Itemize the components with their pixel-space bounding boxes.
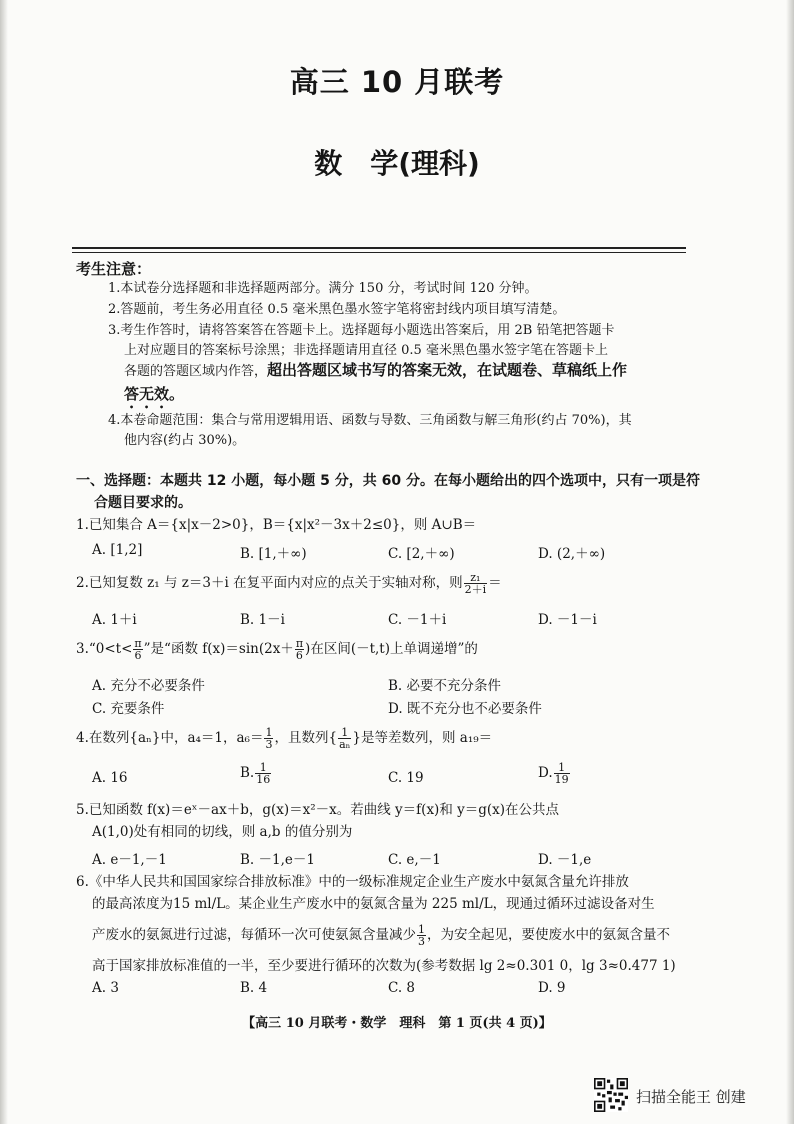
q4-text-mid: ，且数列{ — [274, 730, 338, 746]
q4-b-num: 1 — [255, 762, 271, 774]
notice-heading: 考生注意： — [76, 260, 152, 278]
q3-frac2-den: 6 — [295, 649, 303, 662]
q4-option-a: A. 16 — [92, 770, 128, 786]
divider-thin — [72, 252, 686, 253]
q4-frac1-num: 1 — [265, 726, 273, 739]
q3-text-end: )在区间(－t,t)上单调递增”的 — [305, 641, 478, 657]
q4-frac2-num: 1 — [338, 727, 351, 739]
q2-frac-num: z₁ — [464, 572, 488, 584]
q6-option-b: B. 4 — [240, 980, 268, 996]
q3-option-a: A. 充分不必要条件 — [92, 678, 205, 694]
q3-option-b: B. 必要不充分条件 — [388, 678, 502, 694]
scanner-watermark — [594, 1078, 774, 1118]
q6-option-c: C. 8 — [388, 980, 416, 996]
q4-text-end: }是等差数列，则 a₁₉＝ — [352, 730, 493, 746]
q4-text: 4.在数列{aₙ}中，a₄＝1，a₆＝ — [76, 730, 264, 746]
q6-option-a: A. 3 — [92, 980, 119, 996]
q2-fraction — [464, 572, 488, 595]
q1-option-d: D. (2,＋∞) — [538, 546, 606, 562]
q4-option-b-fraction — [255, 762, 271, 785]
q4-fraction-2 — [338, 727, 351, 750]
q4-option-b — [240, 762, 272, 785]
q6-text-end: ，为安全起见，要使废水中的氨氮含量不 — [427, 927, 670, 943]
q5-option-a: A. e－1,－1 — [92, 852, 167, 868]
notice-bold-text: 答无效。 — [124, 385, 185, 403]
q3-fraction-1 — [133, 638, 142, 661]
q4-frac1-den: 3 — [265, 738, 273, 751]
q2-text-end: ＝ — [488, 575, 502, 591]
q2-text: 2.已知复数 z₁ 与 z＝3＋i 在复平面内对应的点关于实轴对称，则 — [76, 575, 463, 591]
notice-bold-warning-end — [124, 384, 714, 412]
notice-item-4: 4.本卷命题范围：集合与常用逻辑用语、函数与导数、三角函数与解三角形(约占 70%)，其 — [108, 413, 632, 428]
q3-frac1-den: 6 — [134, 649, 142, 662]
notice-text: 各题的答题区域内作答， — [124, 364, 268, 379]
notice-item-3: 3.考生作答时，请将答案答在答题卡上。选择题每小题选出答案后，用 2B 铅笔把答题卡 — [108, 323, 615, 338]
question-3 — [76, 638, 478, 661]
question-5: 5.已知函数 f(x)＝eˣ－ax＋b，g(x)＝x²－x。若曲线 y＝f(x)和 y＝g(x)在公共点 — [76, 802, 560, 818]
question-6-line3 — [92, 924, 670, 947]
q2-option-b: B. 1－i — [240, 612, 285, 628]
exam-title: 高三 10 月联考 — [289, 65, 505, 99]
q4-option-d-label: D. — [538, 765, 553, 781]
q4-option-d-fraction — [554, 762, 570, 785]
q3-option-c: C. 充要条件 — [92, 701, 165, 717]
q6-option-d: D. 9 — [538, 980, 566, 996]
question-6: 6.《中华人民共和国国家综合排放标准》中的一级标准规定企业生产废水中氨氮含量允许排放 — [76, 874, 629, 890]
q2-option-a: A. 1＋i — [92, 612, 137, 628]
question-1: 1.已知集合 A＝{x|x－2>0}，B＝{x|x²－3x＋2≤0}，则 A∪B＝ — [76, 517, 477, 533]
q4-option-c: C. 19 — [388, 770, 424, 786]
qr-code-icon — [594, 1078, 628, 1112]
notice-item-2: 2.答题前，考生务必用直径 0.5 毫米黑色墨水签字笔将密封线内项目填写清楚。 — [108, 302, 566, 317]
section-heading-cont: 合题目要求的。 — [94, 495, 192, 511]
q1-option-c: C. [2,＋∞) — [388, 546, 455, 562]
q6-text: 产废水的氨氮进行过滤，每循环一次可使氨氮含量减少 — [92, 927, 416, 943]
page-footer: 【高三 10 月联考・数学 理科 第 1 页(共 4 页)】 — [242, 1016, 552, 1031]
q6-frac-num: 1 — [418, 923, 425, 936]
notice-item-3-cont2 — [124, 360, 714, 382]
q1-option-a: A. [1,2] — [92, 542, 143, 558]
question-2 — [76, 572, 502, 595]
q4-b-den: 16 — [256, 773, 271, 786]
q4-option-b-label: B. — [240, 765, 255, 781]
q2-frac-den: 2＋i — [464, 583, 487, 596]
q4-frac2-den: aₙ — [339, 738, 351, 751]
q5-option-d: D. －1,e — [538, 852, 592, 868]
q2-option-c: C. －1＋i — [388, 612, 447, 628]
q6-fraction — [417, 924, 426, 947]
q4-d-den: 19 — [554, 773, 569, 786]
q4-d-num: 1 — [554, 762, 570, 774]
notice-item-3-cont: 上对应题目的答案标号涂黑；非选择题请用直径 0.5 毫米黑色墨水签字笔在答题卡上 — [124, 343, 608, 358]
question-6-line2: 的最高浓度为15 ml/L。某企业生产废水中的氨氮含量为 225 ml/L，现通过循环过滤设备对生 — [92, 896, 655, 912]
q1-option-b: B. [1,＋∞) — [240, 546, 307, 562]
q2-option-d: D. －1－i — [538, 612, 597, 628]
q3-frac2-num: π — [295, 637, 304, 650]
q3-fraction-2 — [295, 638, 304, 661]
question-6-line4: 高于国家排放标准值的一半，至少要进行循环的次数为(参考数据 lg 2≈0.301 0，lg 3≈0.477 1) — [92, 958, 676, 974]
section-heading: 一、选择题：本题共 12 小题，每小题 5 分，共 60 分。在每小题给出的四个选项中，只有一项是符 — [76, 473, 700, 489]
q3-text-mid: ”是“函数 f(x)＝sin(2x＋ — [143, 641, 294, 657]
notice-bold-warning: 超出答题区域书写的答案无效，在试题卷、草稿纸上作 — [267, 361, 628, 379]
notice-item-4-cont: 他内容(约占 30%)。 — [124, 433, 246, 448]
question-5-cont: A(1,0)处有相同的切线，则 a,b 的值分别为 — [92, 824, 353, 840]
notice-item-1: 1.本试卷分选择题和非选择题两部分。满分 150 分，考试时间 120 分钟。 — [108, 281, 538, 296]
q5-option-b: B. －1,e－1 — [240, 852, 315, 868]
q5-option-c: C. e,－1 — [388, 852, 441, 868]
question-4 — [76, 727, 492, 750]
q4-fraction-1 — [264, 727, 273, 750]
q3-text: 3.“0<t< — [76, 641, 133, 657]
q6-frac-den: 3 — [418, 935, 425, 948]
watermark-text: 扫描全能王 创建 — [636, 1088, 746, 1106]
q3-option-d: D. 既不充分也不必要条件 — [388, 701, 542, 717]
subject-title: 数 学(理科) — [314, 147, 480, 180]
q4-option-d — [538, 762, 571, 785]
q3-frac1-num: π — [134, 637, 142, 650]
divider-thick — [72, 247, 686, 249]
